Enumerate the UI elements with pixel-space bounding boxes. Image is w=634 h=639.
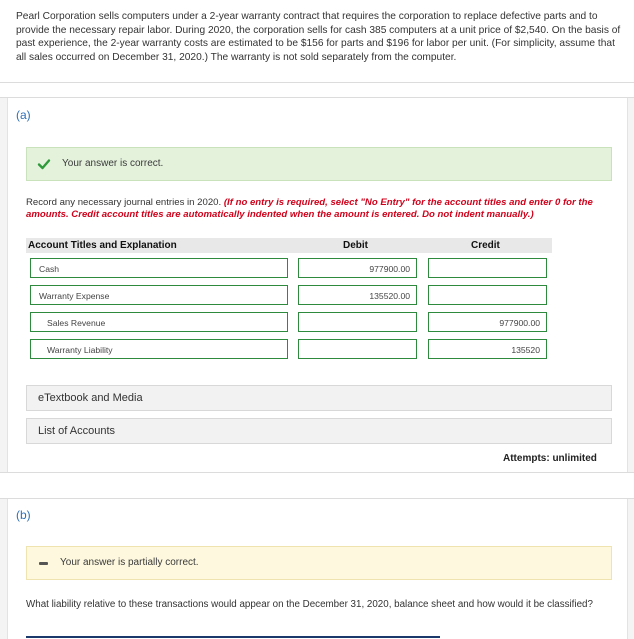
problem-statement: Pearl Corporation sells computers under a 2-year warranty contract that requires the corporation to replace defective parts and to provide the necessary repair labor. During 2020, the corporation sells for cash 385 computers at a unit price of $2,540. On the basis of past experience, the 2-year warranty costs are estimated to be $156 for parts and $196 for labor per unit. (For simplicity, assume that all sales occurred on December 31, 2020.) The warranty is not sold separately from the computer.: [16, 11, 621, 63]
list-of-accounts-label: List of Accounts: [38, 425, 116, 437]
part-b-top-border: [0, 498, 634, 499]
status-correct-banner: [26, 147, 612, 181]
attempts-label: Attempts: unlimited: [503, 453, 597, 464]
status-correct-text: Your answer is correct.: [62, 158, 164, 169]
header-credit: Credit: [471, 240, 500, 251]
part-a-label: (a): [16, 108, 31, 122]
account-field[interactable]: Sales Revenue: [30, 312, 288, 332]
instruction-plain: Record any necessary journal entries in 2020.: [26, 197, 224, 208]
instruction-red: (If no entry is required, select "No Entry" for the account titles and enter 0 for the amounts. Credit account titles are automatically indented when the amount is entered. Do not indent manually.): [26, 197, 593, 221]
etextbook-panel[interactable]: [26, 385, 612, 411]
part-a-frame-left: [0, 98, 8, 472]
journal-table-header: [26, 238, 552, 253]
account-field[interactable]: Warranty Liability: [30, 339, 288, 359]
debit-field[interactable]: [298, 339, 417, 359]
partial-dash-icon: [39, 562, 48, 565]
divider: [0, 82, 634, 83]
debit-field[interactable]: [298, 312, 417, 332]
answer-input-top[interactable]: [26, 636, 440, 638]
debit-field[interactable]: 977900.00: [298, 258, 417, 278]
etextbook-label: eTextbook and Media: [38, 392, 143, 404]
list-of-accounts-panel[interactable]: [26, 418, 612, 444]
part-a-bottom-border: [0, 472, 634, 473]
account-field[interactable]: Warranty Expense: [30, 285, 288, 305]
status-partial-text: Your answer is partially correct.: [60, 557, 199, 568]
header-debit: Debit: [343, 240, 368, 251]
journal-instruction: [26, 197, 606, 222]
part-a-top-border: [0, 97, 634, 98]
part-b-question: What liability relative to these transactions would appear on the December 31, 2020, balance sheet and how would it be classified?: [26, 599, 593, 610]
part-b-frame-right: [627, 499, 634, 639]
part-b-frame-left: [0, 499, 8, 639]
header-account: Account Titles and Explanation: [28, 240, 177, 251]
part-a-frame-right: [627, 98, 634, 472]
credit-field[interactable]: [428, 285, 547, 305]
status-partial-banner: [26, 546, 612, 580]
credit-field[interactable]: 135520: [428, 339, 547, 359]
credit-field[interactable]: 977900.00: [428, 312, 547, 332]
credit-field[interactable]: [428, 258, 547, 278]
part-b-label: (b): [16, 508, 31, 522]
account-field[interactable]: Cash: [30, 258, 288, 278]
debit-field[interactable]: 135520.00: [298, 285, 417, 305]
check-icon: [37, 157, 51, 171]
